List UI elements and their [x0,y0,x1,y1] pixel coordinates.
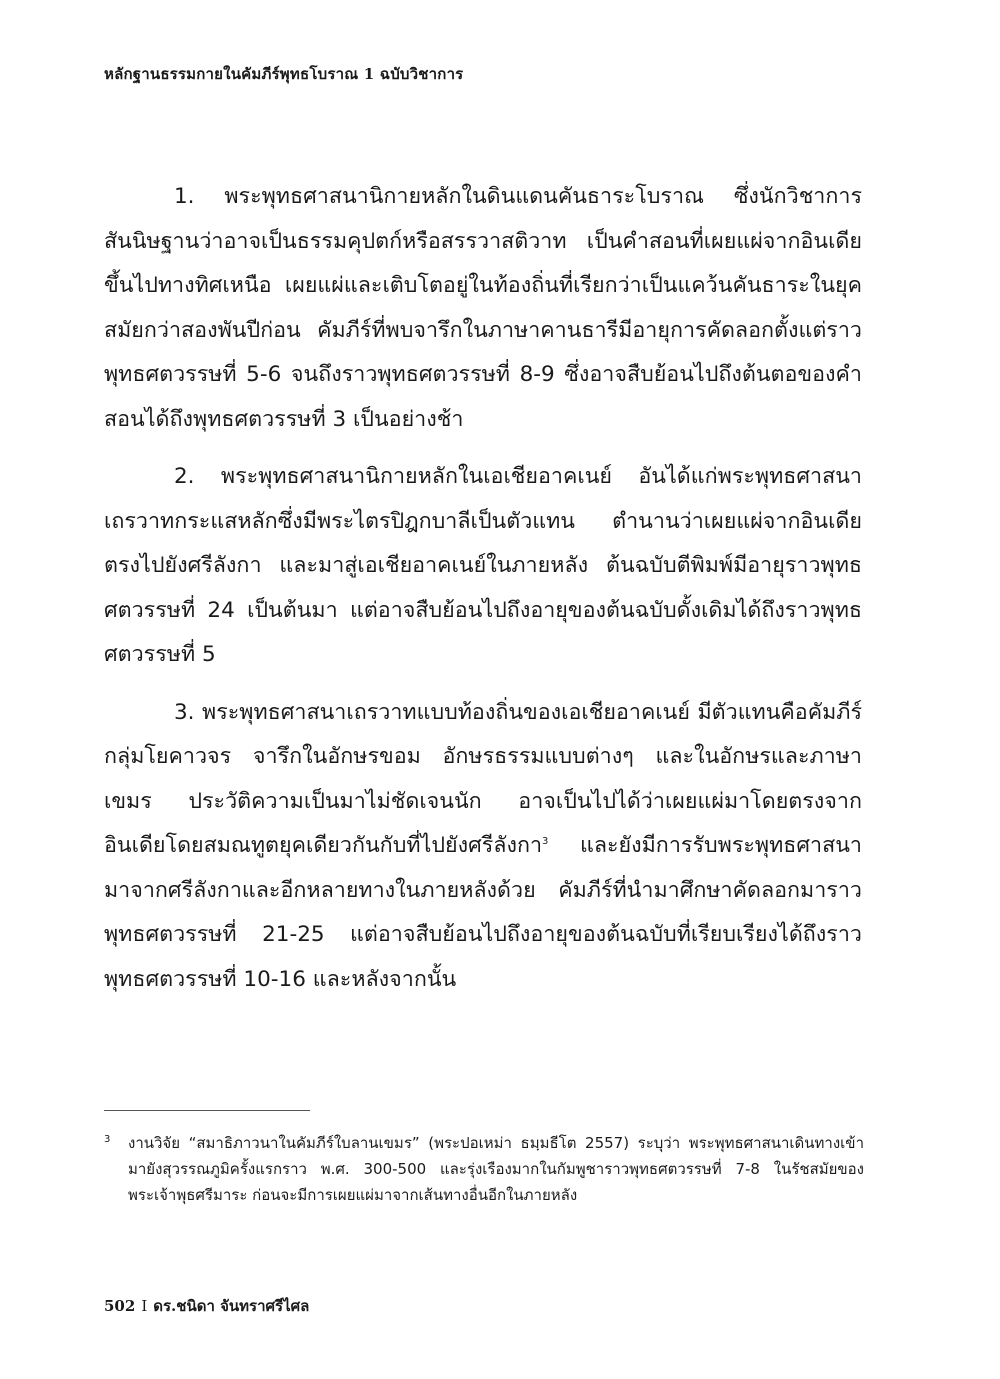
footnote-reference[interactable]: 3 [542,835,549,847]
footnote-text: งานวิจัย “สมาธิภาวนาในคัมภีร์ใบลานเขมร” (พระปอเหม่า ธมฺมธีโต 2557) ระบุว่า พระพุทธศาสนาเดินทางเข้ามายังสุวรรณภูมิครั้งแรกราว พ.ศ. 300-500 และรุ่งเรืองมากในกัมพูชาราวพุทธศตวรรษที่ 7-8 ในรัชสมัยของพระเจ้าพุธศรีมาระ ก่อนจะมีการเผยแผ่มาจากเส้นทางอื่นอีกในภายหลัง [128,1134,864,1204]
paragraph-3-text-after: และยังมีการรับพระพุทธศาสนามาจากศรีลังกาและอีกหลายทางในภายหลังด้วย คัมภีร์ที่นำมาศึกษาคัดลอกมาราวพุทธศตวรรษที่ 21-25 แต่อาจสืบย้อนไปถึงอายุของต้นฉบับที่เรียบเรียงได้ถึงราวพุทธศตวรรษที่ 10-16 และหลังจากนั้น [104,833,862,992]
footer-separator: I [141,1297,148,1315]
page-number: 502 [104,1297,136,1315]
footnote [104,1130,864,1208]
footnote-number: 3 [104,1134,111,1145]
author-name: ดร.ชนิดา จันทราศรีไศล [153,1297,310,1315]
paragraph-3-text-before: 3. พระพุทธศาสนาเถรวาทแบบท้องถิ่นของเอเชียอาคเนย์ มีตัวแทนคือคัมภีร์กลุ่มโยคาวจร จารึกในอักษรขอม อักษรธรรมแบบต่างๆ และในอักษรและภาษาเขมร ประวัติความเป็นมาไม่ชัดเจนนัก อาจเป็นไปได้ว่าเผยแผ่มาโดยตรงจากอินเดียโดยสมณทูตยุคเดียวกันกับที่ไปยังศรีลังกา [104,699,862,858]
paragraph-3 [104,691,862,1003]
paragraph-2: 2. พระพุทธศาสนานิกายหลักในเอเชียอาคเนย์ อันได้แก่พระพุทธศาสนาเถรวาทกระแสหลักซึ่งมีพระไตรปิฎกบาลีเป็นตัวแทน ตำนานว่าเผยแผ่จากอินเดียตรงไปยังศรีลังกา และมาสู่เอเชียอาคเนย์ในภายหลัง ต้นฉบับตีพิมพ์มีอายุราวพุทธศตวรรษที่ 24 เป็นต้นมา แต่อาจสืบย้อนไปถึงอายุของต้นฉบับดั้งเดิมได้ถึงราวพุทธศตวรรษที่ 5 [104,464,862,667]
paragraph-1: 1. พระพุทธศาสนานิกายหลักในดินแดนคันธาระโบราณ ซึ่งนักวิชาการสันนิษฐานว่าอาจเป็นธรรมคุปตก์หรือสรรวาสติวาท เป็นคำสอนที่เผยแผ่จากอินเดียขึ้นไปทางทิศเหนือ เผยแผ่และเติบโตอยู่ในท้องถิ่นที่เรียกว่าเป็นแคว้นคันธาระในยุคสมัยกว่าสองพันปีก่อน คัมภีร์ที่พบจารึกในภาษาคานธารีมีอายุการคัดลอกตั้งแต่ราวพุทธศตวรรษที่ 5-6 จนถึงราวพุทธศตวรรษที่ 8-9 ซึ่งอาจสืบย้อนไปถึงต้นตอของคำสอนได้ถึงพุทธศตวรรษที่ 3 เป็นอย่างช้า [104,184,862,432]
page-footer [104,1294,309,1318]
running-header: หลักฐานธรรมกายในคัมภีร์พุทธโบราณ 1 ฉบับวิชาการ [104,65,464,83]
footnote-divider [104,1110,310,1111]
body-text [104,175,862,1015]
